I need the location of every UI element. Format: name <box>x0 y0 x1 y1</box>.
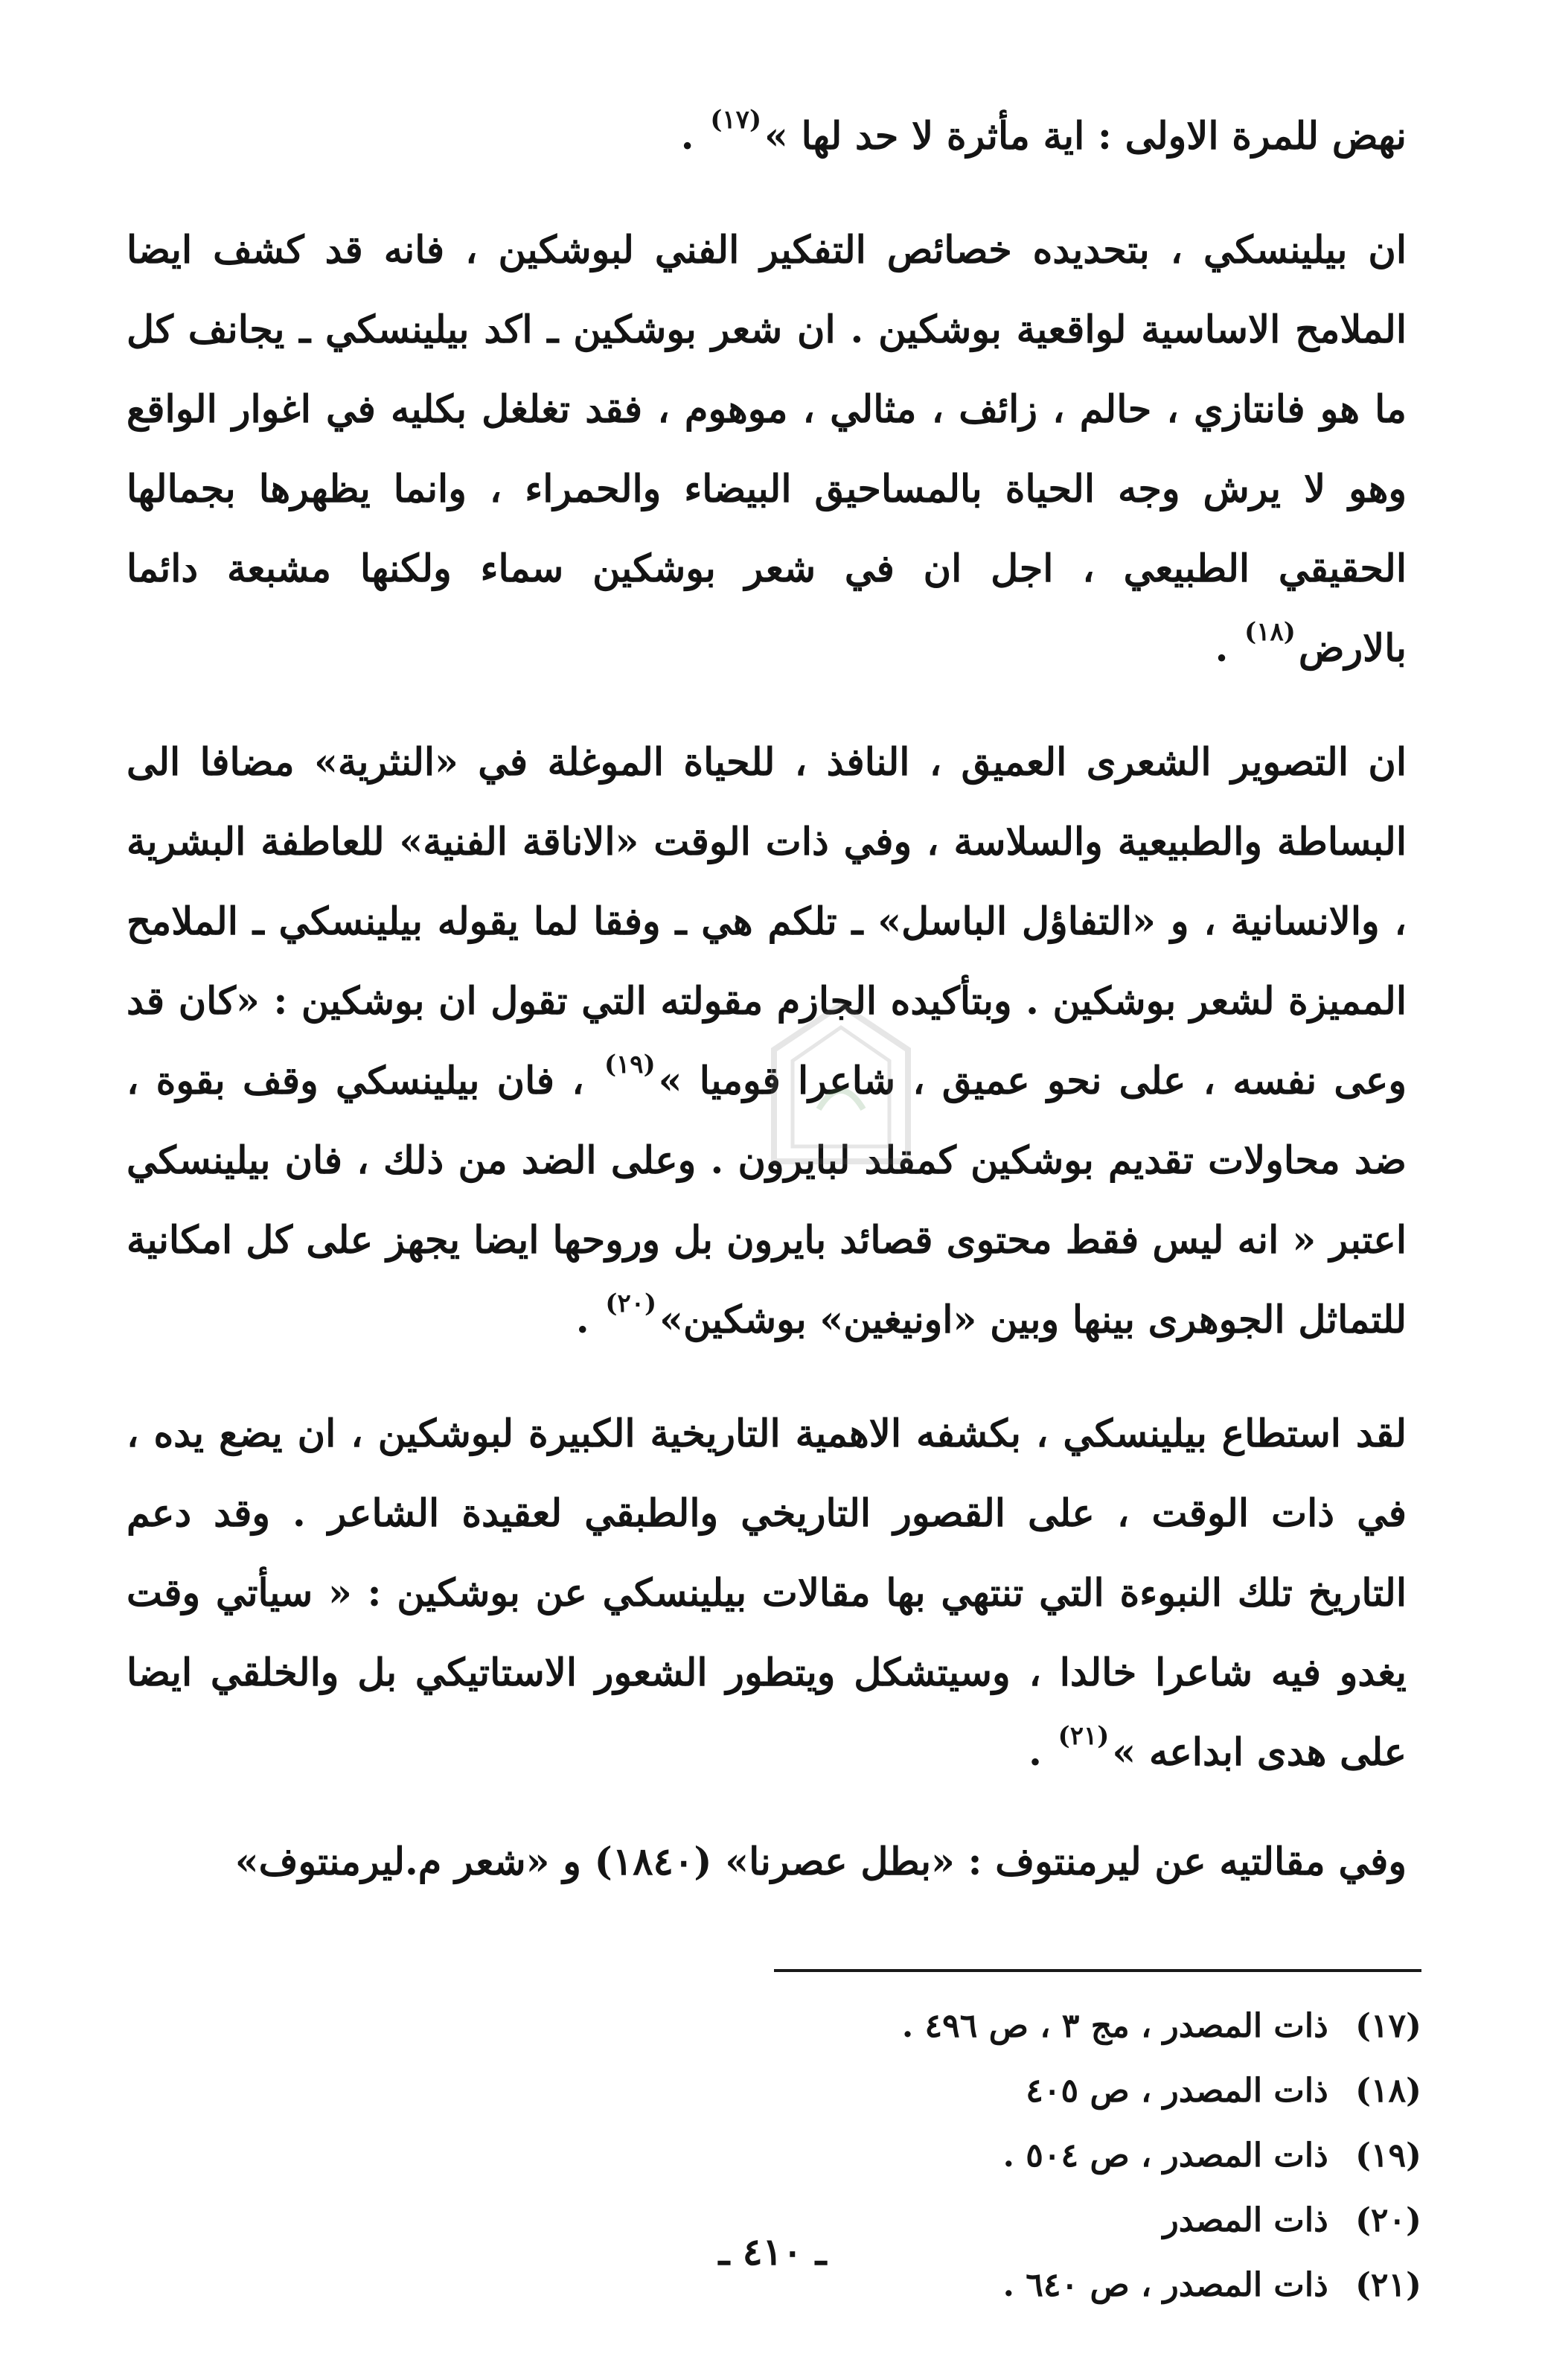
paragraph-1 <box>127 97 1407 176</box>
footnote-19 <box>670 2123 1421 2188</box>
footnote-17 <box>670 1994 1421 2058</box>
footnote-18 <box>670 2058 1421 2123</box>
paragraph-4-end: . <box>1029 1730 1055 1775</box>
footnote-text: ذات المصدر ، مج ٣ ، ص ٤٩٦ . <box>901 2007 1328 2045</box>
footnote-ref-20: (٢٠) <box>605 1289 657 1318</box>
paragraph-4-text: لقد استطاع بيلينسكي ، بكشفه الاهمية التاريخية الكبيرة لبوشكين ، ان يضع يده ، في ذات الوقت ، على القصور التاريخي والطبقي لعقيدة الشاعر . وقد دعم التاريخ تلك النبوءة التي تنتهي بها مقالات بيلينسكي عن بوشكين : « سيأتي وقت يغدو فيه شاعرا خالدا ، وسيتشكل ويتطور الشعور الاستاتيكي بل والخلقي ايضا على هدى ابداعه » <box>127 1411 1407 1775</box>
footnote-text: ذات المصدر <box>1162 2201 1328 2239</box>
watermark-emblem-icon <box>759 998 923 1169</box>
paragraph-3-end: . <box>575 1298 603 1342</box>
paragraph-1-end: . <box>680 114 708 159</box>
footnote-number: (١٧) <box>1355 2007 1421 2045</box>
paragraph-1-text: نهض للمرة الاولى : اية مأثرة لا حد لها » <box>764 114 1407 159</box>
paragraph-5 <box>127 1822 1407 1902</box>
paragraph-2 <box>127 211 1407 689</box>
footnote-number: (٢٠) <box>1355 2201 1421 2239</box>
footnote-ref-21: (٢١) <box>1058 1721 1110 1751</box>
paragraph-5-text: وفي مقالتيه عن ليرمنتوف : «بطل عصرنا» (١٨٤٠) و «شعر م.ليرمنتوف» <box>234 1840 1407 1884</box>
paragraph-2-text: ان بيلينسكي ، بتحديده خصائص التفكير الفني لبوشكين ، فانه قد كشف ايضا الملامح الاساسية لواقعية بوشكين . ان شعر بوشكين ـ اكد بيلينسكي ـ يجانف كل ما هو فانتازي ، حالم ، زائف ، مثالي ، موهوم ، فقد تغلغل بكليه في اغوار الواقع وهو لا يرش وجه الحياة بالمساحيق البيضاء والحمراء ، وانما يظهرها بجمالها الحقيقي الطبيعي ، اجل ان في شعر بوشكين سماء ولكنها مشبعة دائما بالارض <box>127 228 1407 671</box>
footnote-ref-18: (١٨) <box>1244 617 1296 647</box>
footnote-text: ذات المصدر ، ص ٦٤٠ . <box>1002 2266 1328 2304</box>
paragraph-3-text-b: ، فان بيلينسكي وقف بقوة ، ضد محاولات تقديم بوشكين كمقلد لبايرون . وعلى الضد من ذلك ، فان بيلينسكي اعتبر « انه ليس فقط محتوى قصائد بايرون بل وروحها ايضا يجهز على كل امكانية للتماثل الجوهرى بينها وبين «اونيغين» بوشكين» <box>127 1059 1407 1342</box>
footnote-ref-19: (١٩) <box>604 1050 656 1079</box>
footnote-text: ذات المصدر ، ص ٥٠٤ . <box>1002 2137 1328 2175</box>
paragraph-2-end: . <box>1215 626 1242 671</box>
footnote-number: (٢١) <box>1355 2266 1421 2304</box>
paragraph-4 <box>127 1394 1407 1793</box>
page-number: ـ ٤١٠ ـ <box>718 2230 827 2274</box>
footnote-ref-17: (١٧) <box>710 105 762 135</box>
footnote-separator <box>774 1969 1421 1972</box>
footnote-number: (١٨) <box>1355 2072 1421 2110</box>
footnote-text: ذات المصدر ، ص ٤٠٥ <box>1026 2072 1328 2110</box>
footnote-number: (١٩) <box>1355 2137 1421 2175</box>
paragraph-3-text-a: ان التصوير الشعرى العميق ، النافذ ، للحياة الموغلة في «النثرية» مضافا الى البساطة والطبيعية والسلاسة ، وفي ذات الوقت «الاناقة الفنية» للعاطفة البشرية ، والانسانية ، و «التفاؤل الباسل» ـ تلكم هي ـ وفقا لما يقوله بيلينسكي ـ الملامح المميزة لشعر بوشكين . وبتأكيده الجازم مقولته التي تقول ان بوشكين : «كان قد وعى نفسه ، على نحو عميق ، شاعرا قوميا » <box>127 740 1407 1103</box>
